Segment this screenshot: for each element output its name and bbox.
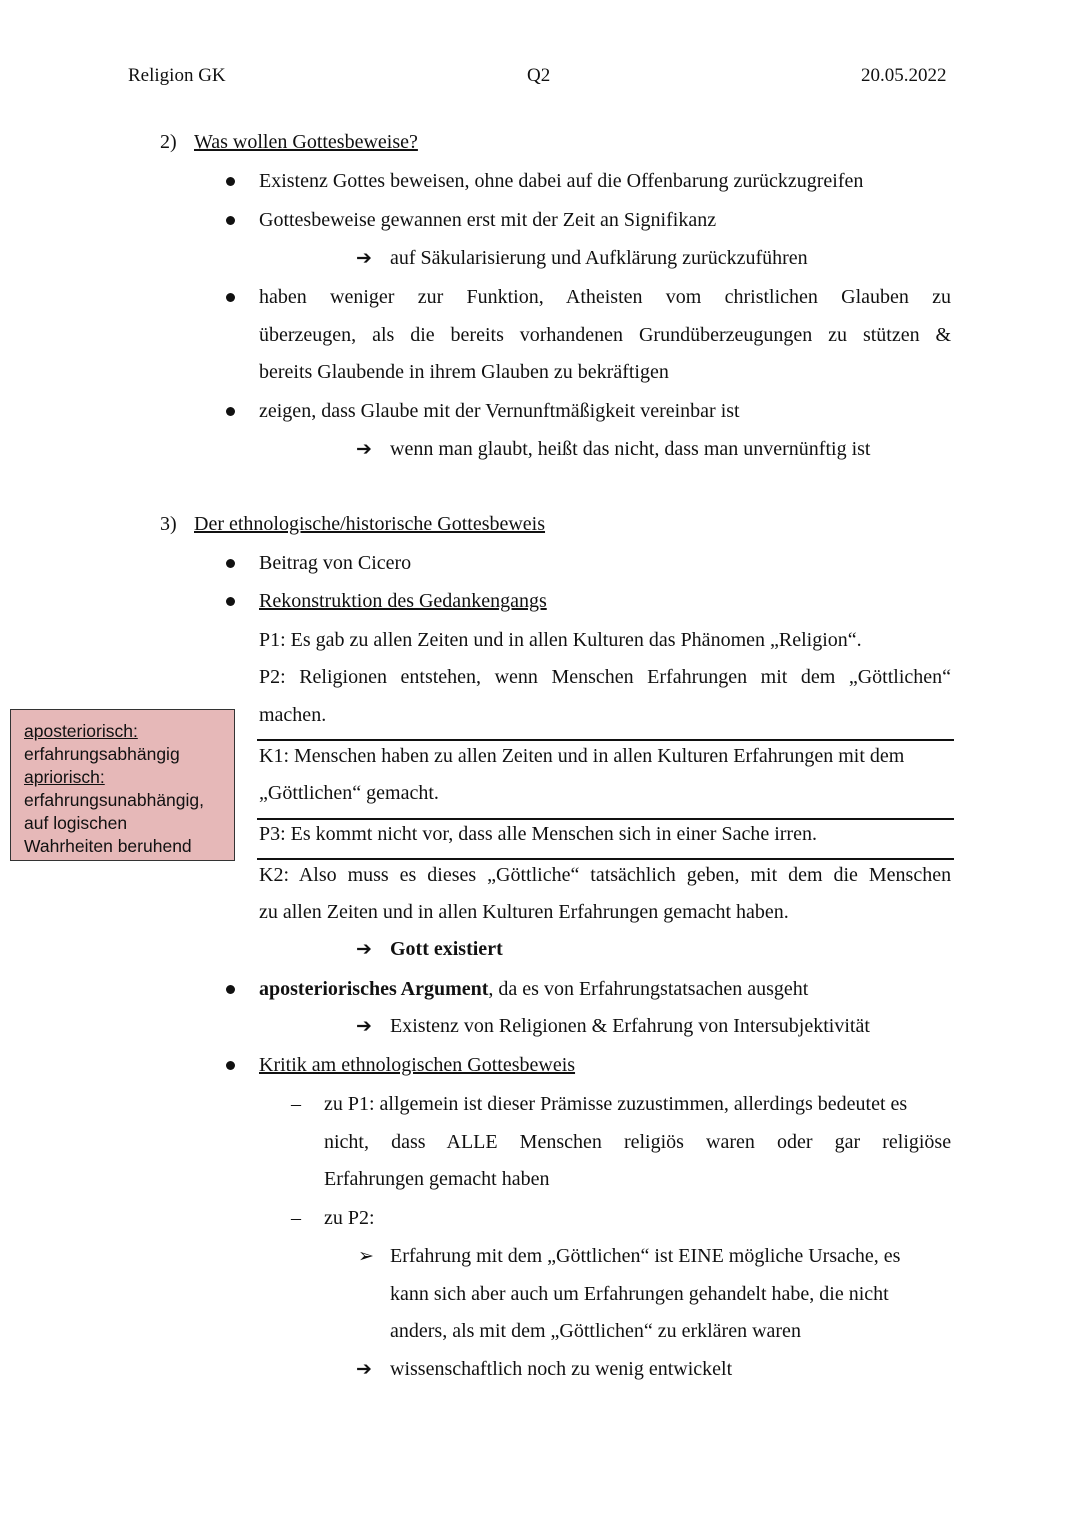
- conclusion-k2-cont: zu allen Zeiten und in allen Kulturen Erfahrungen gemacht haben.: [259, 901, 789, 923]
- bullet-icon: [226, 216, 235, 225]
- note-definition: Wahrheiten beruhend: [24, 836, 192, 856]
- bullet-text: Existenz Gottes beweisen, ohne dabei auf die Offenbarung zurückzugreifen: [259, 170, 864, 192]
- bullet-icon: [226, 985, 235, 994]
- critique-p2: zu P2:: [324, 1207, 375, 1229]
- bullet-icon: [226, 597, 235, 606]
- arrow-right-icon: ➔: [356, 247, 372, 269]
- bullet-text: bereits Glaubende in ihrem Glauben zu bekräftigen: [259, 361, 669, 383]
- dash-icon: –: [291, 1207, 301, 1229]
- bullet-text: zeigen, dass Glaube mit der Vernunftmäßigkeit vereinbar ist: [259, 400, 740, 422]
- bullet-icon: [226, 407, 235, 416]
- note-term: aposteriorisch:: [24, 721, 138, 741]
- critique-p1-cont: nicht, dass ALLE Menschen religiös waren oder gar religiöse: [324, 1131, 952, 1153]
- bullet-text: Rekonstruktion des Gedankengangs: [259, 590, 547, 612]
- critique-p1: zu P1: allgemein ist dieser Prämisse zuzustimmen, allerdings bedeutet es: [324, 1093, 908, 1115]
- critique-p2-text: Erfahrung mit dem „Göttlichen“ ist EINE mögliche Ursache, es: [390, 1245, 901, 1267]
- divider-line: [257, 858, 954, 860]
- arrow-text: wenn man glaubt, heißt das nicht, dass man unvernünftig ist: [390, 438, 871, 460]
- bullet-text: Kritik am ethnologischen Gottesbeweis: [259, 1054, 576, 1076]
- section-heading: Der ethnologische/historische Gottesbeweis: [194, 513, 546, 535]
- conclusion-k2: K2: Also muss es dieses „Göttliche“ tatsächlich geben, mit dem die Menschen: [259, 864, 952, 886]
- arrow-right-icon: ➔: [356, 938, 372, 960]
- premise-p1: P1: Es gab zu allen Zeiten und in allen Kulturen das Phänomen „Religion“.: [259, 629, 862, 651]
- bullet-icon: [226, 559, 235, 568]
- header-subject: Religion GK: [128, 65, 226, 86]
- arrow-right-icon: ➔: [356, 1358, 372, 1380]
- bullet-text: Gottesbeweise gewannen erst mit der Zeit an Signifikanz: [259, 209, 717, 231]
- arrow-text: wissenschaftlich noch zu wenig entwickelt: [390, 1358, 733, 1380]
- premise-p2-cont: machen.: [259, 704, 327, 726]
- arrow-text: auf Säkularisierung und Aufklärung zurückzuführen: [390, 247, 808, 269]
- conclusion-final: Gott existiert: [390, 938, 503, 960]
- section-number: 2): [160, 131, 177, 153]
- section-number: 3): [160, 513, 177, 535]
- critique-p1-cont: Erfahrungen gemacht haben: [324, 1168, 550, 1190]
- premise-p3: P3: Es kommt nicht vor, dass alle Menschen sich in einer Sache irren.: [259, 823, 817, 845]
- note-definition: auf logischen: [24, 813, 128, 833]
- critique-p2-text: kann sich aber auch um Erfahrungen gehandelt habe, die nicht: [390, 1283, 889, 1305]
- conclusion-k1-cont: „Göttlichen“ gemacht.: [259, 782, 439, 804]
- note-term: apriorisch:: [24, 767, 105, 787]
- bullet-text-justified: haben weniger zur Funktion, Atheisten vom christlichen Glauben zu: [259, 286, 952, 308]
- bullet-text: aposteriorisches Argument, da es von Erfahrungstatsachen ausgeht: [259, 978, 809, 1000]
- note-definition: erfahrungsabhängig: [24, 744, 180, 764]
- arrow-right-icon: ➔: [356, 438, 372, 460]
- divider-line: [257, 818, 954, 820]
- definition-note-box: [10, 709, 235, 861]
- header-date: 20.05.2022: [861, 65, 947, 86]
- section-heading: Was wollen Gottesbeweise?: [194, 131, 418, 153]
- bullet-icon: [226, 1061, 235, 1070]
- triangle-bullet-icon: ➢: [358, 1245, 374, 1267]
- dash-icon: –: [291, 1093, 301, 1115]
- critique-p2-text: anders, als mit dem „Göttlichen“ zu erklären waren: [390, 1320, 801, 1342]
- bullet-icon: [226, 293, 235, 302]
- bullet-icon: [226, 177, 235, 186]
- bullet-text-justified: überzeugen, als die bereits vorhandenen Grundüberzeugungen zu stützen &: [259, 324, 952, 346]
- note-definition: erfahrungsunabhängig,: [24, 790, 205, 810]
- arrow-right-icon: ➔: [356, 1015, 372, 1037]
- arrow-text: Existenz von Religionen & Erfahrung von Intersubjektivität: [390, 1015, 870, 1037]
- conclusion-k1: K1: Menschen haben zu allen Zeiten und in allen Kulturen Erfahrungen mit dem: [259, 745, 905, 767]
- divider-line: [257, 739, 954, 741]
- header-course: Q2: [527, 65, 551, 86]
- premise-p2: P2: Religionen entstehen, wenn Menschen Erfahrungen mit dem „Göttlichen“: [259, 666, 952, 688]
- bullet-text: Beitrag von Cicero: [259, 552, 412, 574]
